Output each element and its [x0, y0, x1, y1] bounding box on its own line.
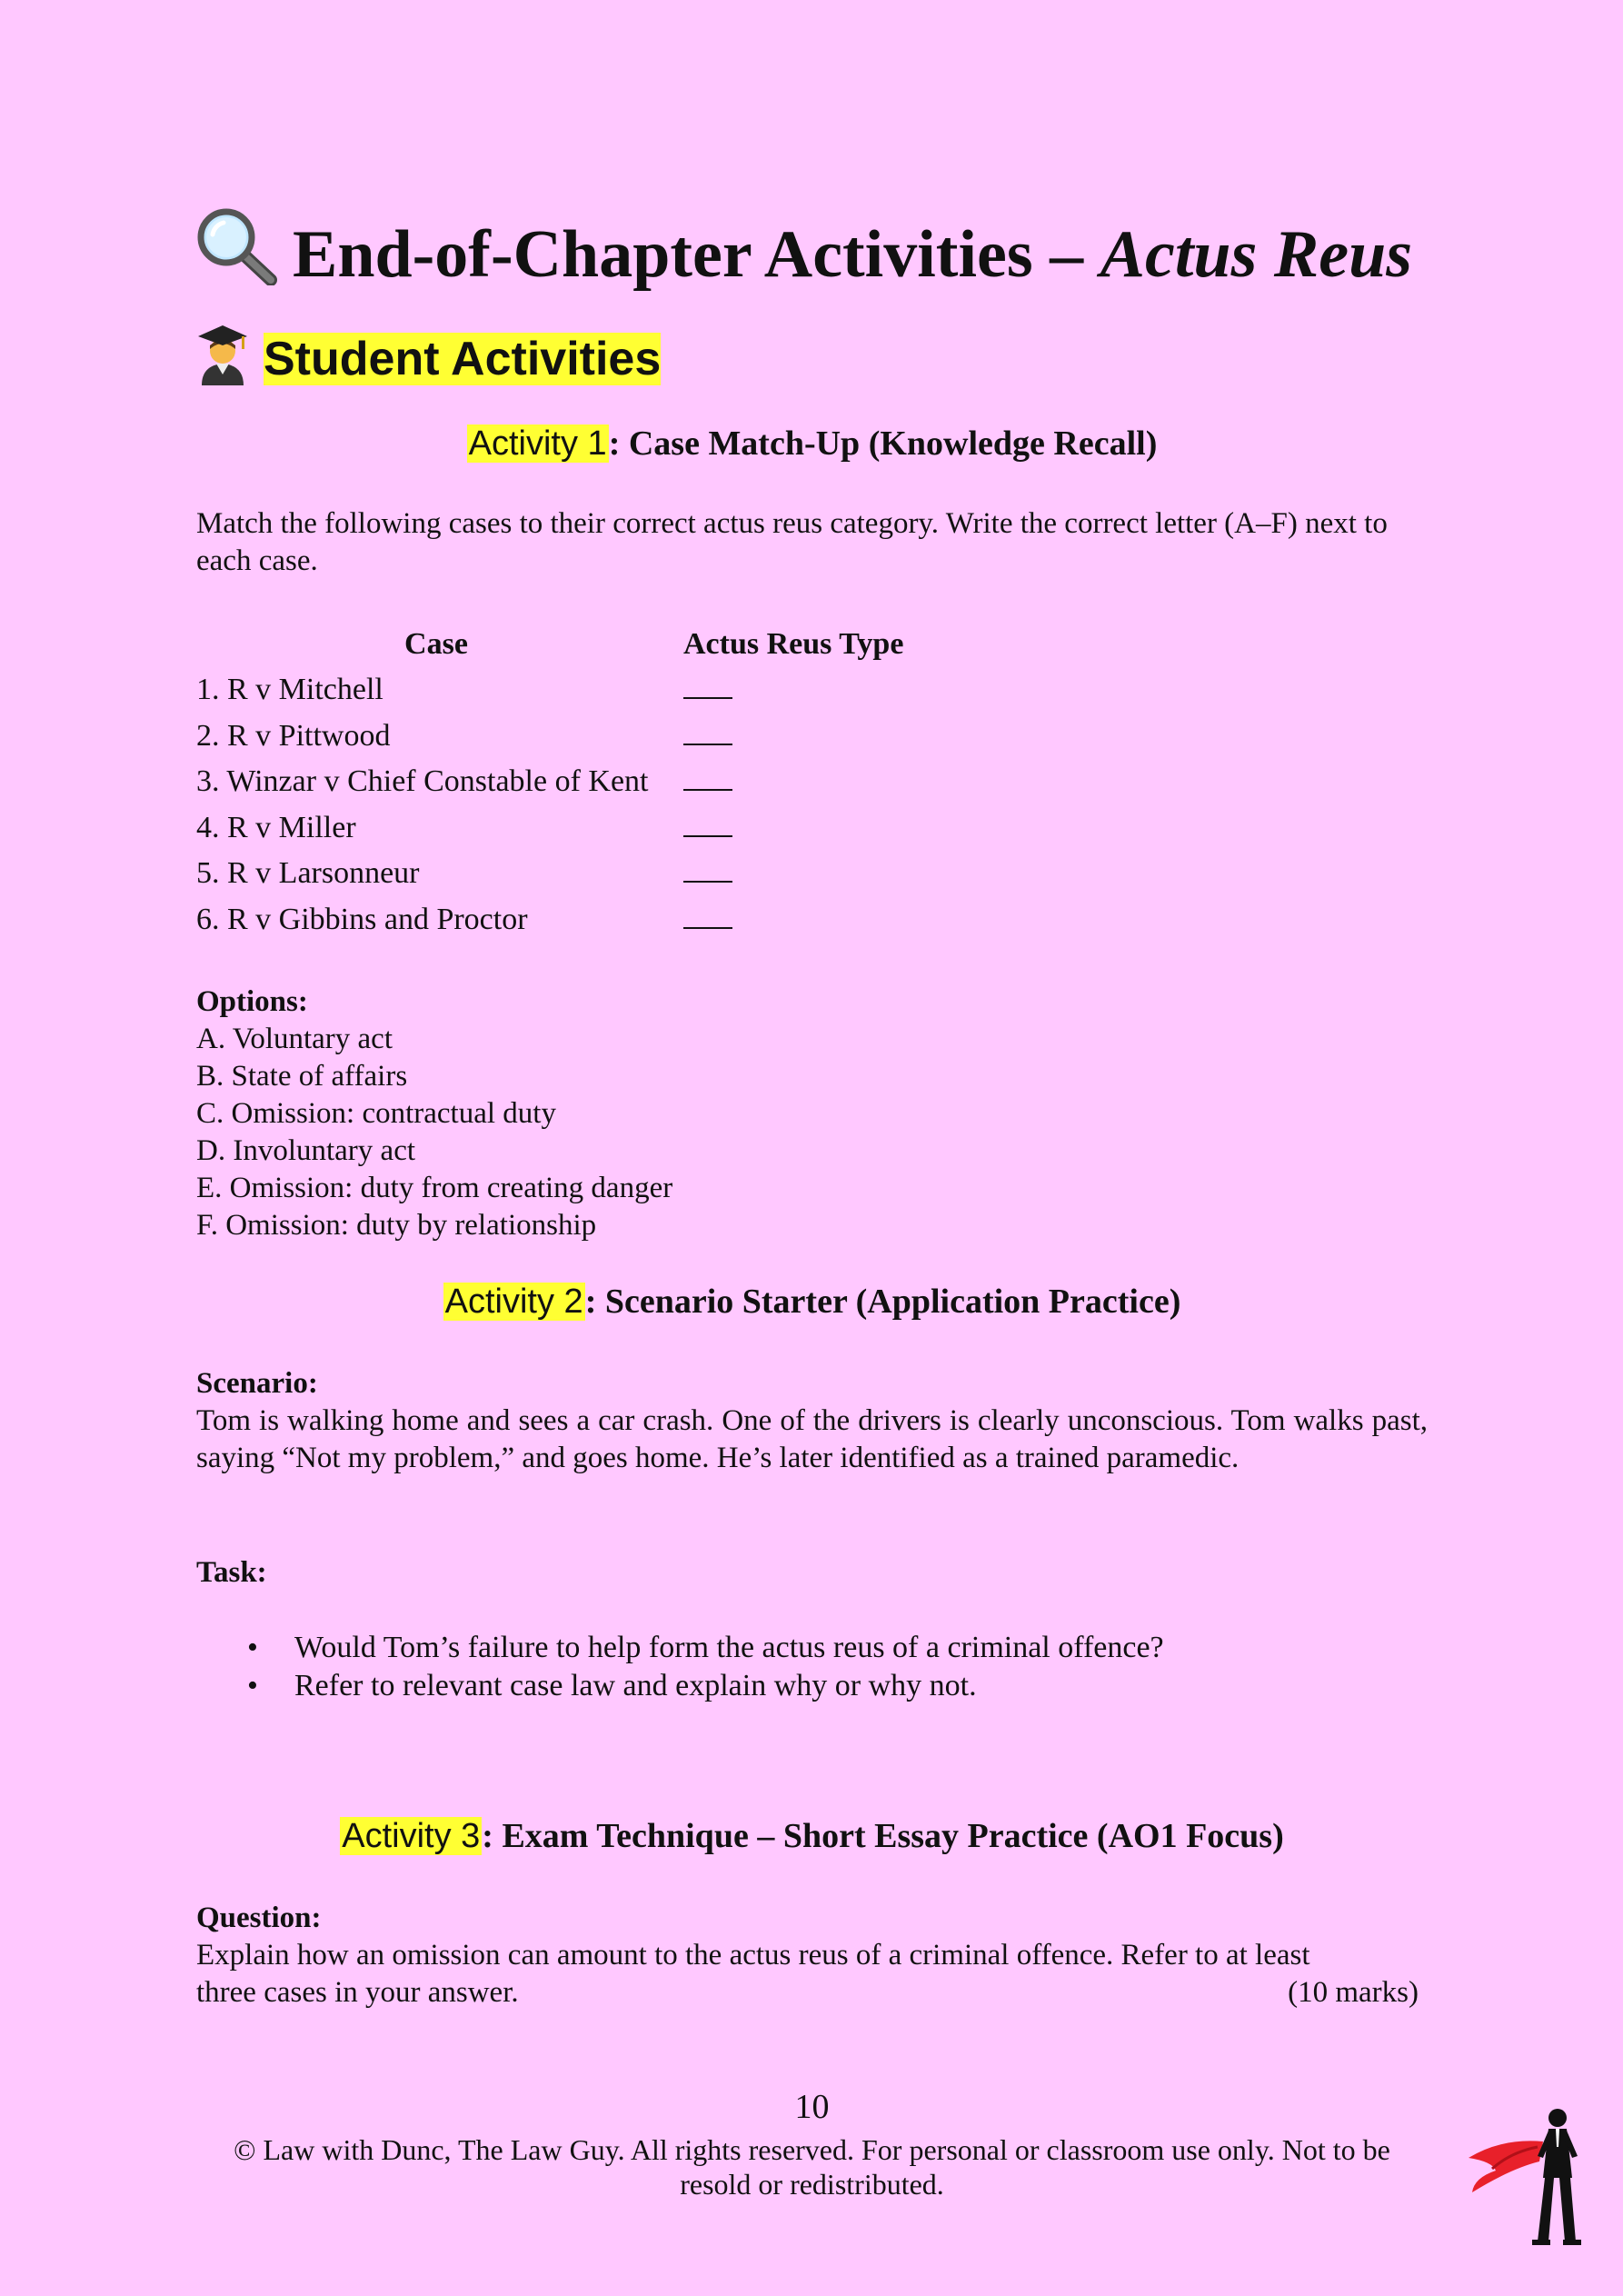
title-main: End-of-Chapter Activities –	[293, 217, 1100, 292]
table-row	[196, 759, 903, 805]
answer-blank[interactable]	[676, 851, 903, 897]
section-heading-student-activities	[196, 324, 661, 385]
activity-3-tag: Activity 3	[342, 1817, 481, 1855]
title-italic: Actus Reus	[1100, 217, 1413, 292]
options-list	[196, 983, 672, 1244]
case-name: 3. Winzar v Chief Constable of Kent	[196, 764, 649, 799]
magnifying-glass-icon	[196, 207, 278, 285]
question-line-2-row	[196, 1974, 1419, 2011]
activity-3-heading	[196, 1816, 1428, 1856]
page-title	[196, 207, 1412, 292]
task-label: Task:	[196, 1556, 267, 1589]
option-item: E. Omission: duty from creating danger	[196, 1172, 673, 1204]
column-header-case: Case	[404, 627, 468, 661]
option-item: F. Omission: duty by relationship	[196, 1209, 597, 1242]
list-item: • Refer to relevant case law and explain why or why not.	[247, 1669, 977, 1702]
activity-2-heading	[196, 1282, 1428, 1322]
case-name: 6. R v Gibbins and Proctor	[196, 902, 528, 936]
table-row	[196, 897, 903, 943]
case-name: 5. R v Larsonneur	[196, 856, 420, 891]
case-name: 2. R v Pittwood	[196, 718, 391, 753]
option-item: D. Involuntary act	[196, 1134, 416, 1167]
scenario-label: Scenario:	[196, 1367, 318, 1400]
activity-1-tag: Activity 1	[468, 424, 607, 463]
copyright-notice: © Law with Dunc, The Law Guy. All rights reserved. For personal or classroom use only. Not to be resold or redistributed.	[234, 2133, 1390, 2201]
superhero-caped-figure-icon	[1465, 2105, 1583, 2247]
options-label: Options:	[196, 985, 308, 1018]
question-label: Question:	[196, 1902, 322, 1934]
table-header-row	[196, 622, 903, 667]
column-header-actus-reus-type: Actus Reus Type	[683, 627, 904, 661]
activity-2-tag: Activity 2	[444, 1283, 583, 1321]
table-row	[196, 851, 903, 897]
activity-1-heading	[196, 424, 1428, 464]
task-list	[196, 1629, 1428, 1705]
student-activities-label: Student Activities	[264, 333, 662, 385]
option-item: A. Voluntary act	[196, 1023, 393, 1055]
activity-1-intro: Match the following cases to their correct actus reus category. Write the correct letter (A–F) next to each case.	[196, 507, 1388, 577]
marks-label: (10 marks)	[1288, 1976, 1419, 2009]
list-item: • Would Tom’s failure to help form the actus reus of a criminal offence?	[247, 1631, 1164, 1664]
scenario-text: Tom is walking home and sees a car crash. One of the drivers is clearly unconscious. Tom walks past, saying “Not my problem,” and goes home. He’s later identified as a trained paramedic.	[196, 1404, 1428, 1474]
page-number: 10	[794, 2088, 830, 2126]
scenario-block	[196, 1365, 1428, 1477]
table-row	[196, 714, 903, 760]
question-line-1: Explain how an omission can amount to the actus reus of a criminal offence. Refer to at least	[196, 1939, 1310, 1972]
case-name: 1. R v Mitchell	[196, 673, 383, 707]
answer-blank[interactable]	[676, 759, 903, 805]
table-row	[196, 667, 903, 714]
question-line-2: three cases in your answer.	[196, 1976, 519, 2009]
activity-1-title: : Case Match-Up (Knowledge Recall)	[608, 424, 1158, 463]
task-text: Refer to relevant case law and explain why or why not.	[294, 1669, 977, 1702]
activity-2-title: : Scenario Starter (Application Practice)	[584, 1283, 1181, 1321]
answer-blank[interactable]	[676, 897, 903, 943]
activity-3-title: : Exam Technique – Short Essay Practice (AO1 Focus)	[482, 1817, 1284, 1855]
answer-blank[interactable]	[676, 667, 903, 714]
case-name: 4. R v Miller	[196, 810, 356, 844]
student-graduate-icon	[196, 324, 249, 385]
answer-blank[interactable]	[676, 805, 903, 852]
answer-blank[interactable]	[676, 714, 903, 760]
option-item: B. State of affairs	[196, 1060, 408, 1093]
table-row	[196, 805, 903, 852]
option-item: C. Omission: contractual duty	[196, 1097, 556, 1130]
case-match-table	[196, 622, 903, 943]
task-text: Would Tom’s failure to help form the actus reus of a criminal offence?	[294, 1631, 1164, 1664]
question-block	[196, 1900, 1428, 2011]
